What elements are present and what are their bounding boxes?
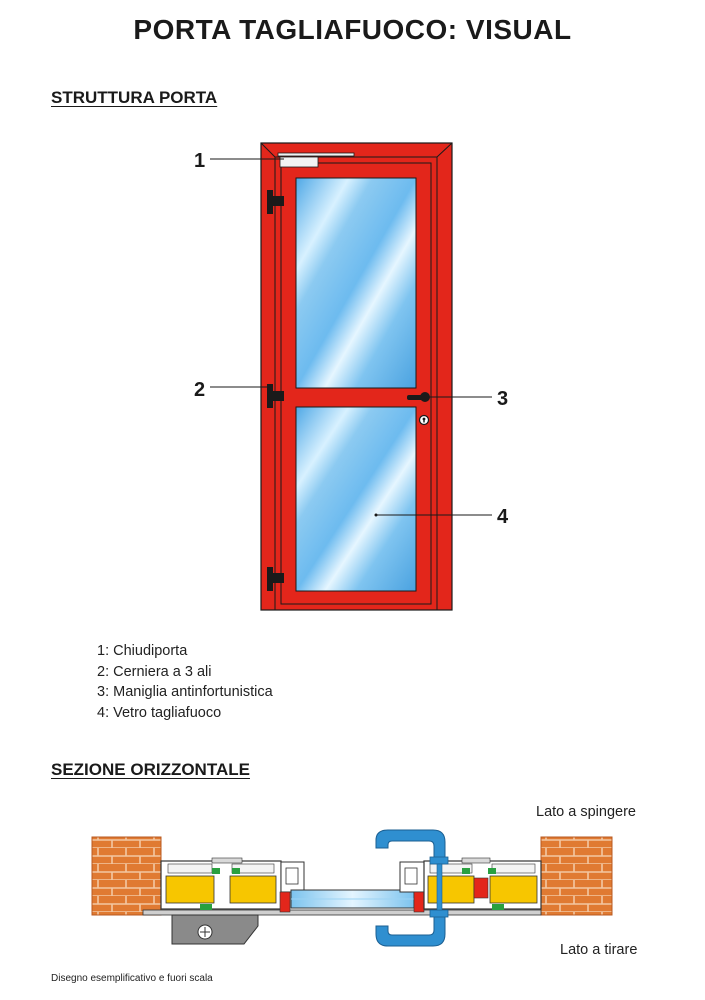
upper-glass-pane [296, 178, 416, 388]
handle-push-side [376, 830, 445, 858]
push-side-label: Lato a spingere [536, 804, 636, 820]
legend-item: 4: Vetro tagliafuoco [97, 704, 222, 721]
structure-heading: STRUTTURA PORTA [51, 88, 218, 107]
horizontal-section [92, 830, 612, 946]
footnote: Disegno esemplificativo e fuori scala [51, 973, 213, 984]
legend-item: 1: Chiudiporta [97, 643, 188, 659]
callout-4: 4 [497, 506, 509, 528]
page-title: PORTA TAGLIAFUOCO: VISUAL [133, 14, 572, 45]
section-heading: SEZIONE ORIZZONTALE [51, 760, 250, 779]
handle-pull-side [376, 916, 445, 946]
right-brick-wall [541, 837, 612, 915]
callout-2: 2 [194, 379, 206, 401]
section-hinge [172, 915, 258, 944]
callout-1: 1 [194, 150, 206, 172]
right-insulation-2 [490, 876, 537, 903]
left-insulation-2 [230, 876, 276, 903]
door-elevation [261, 143, 452, 610]
callout-3: 3 [497, 388, 509, 410]
right-insulation-1 [428, 876, 474, 903]
legend-item: 2: Cerniera a 3 ali [97, 663, 212, 680]
left-insulation-1 [166, 876, 214, 903]
lower-glass-pane [296, 407, 416, 591]
pull-side-label: Lato a tirare [560, 942, 638, 958]
door-closer-body [280, 157, 318, 167]
left-brick-wall [92, 837, 161, 915]
door-closer-arm [278, 153, 354, 156]
parts-legend [97, 641, 273, 723]
legend-item: 3: Maniglia antinfortunistica [97, 684, 273, 700]
